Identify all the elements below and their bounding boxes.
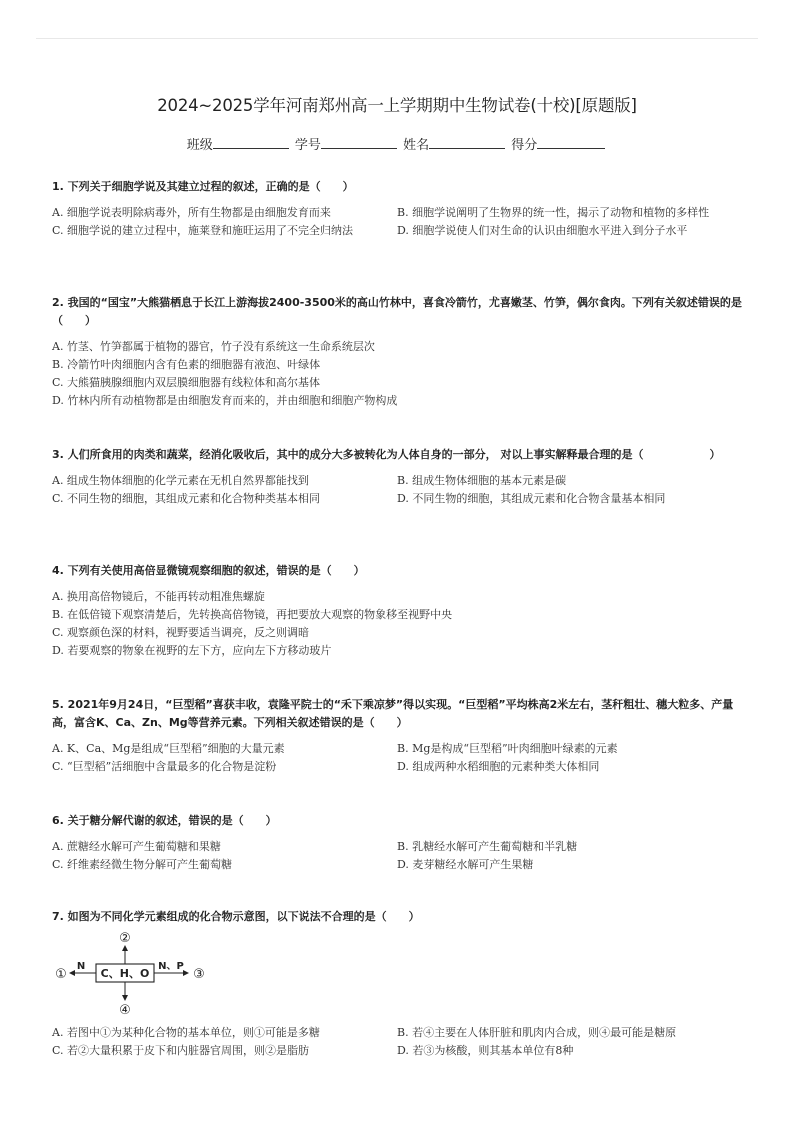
option-a[interactable]: A. 若图中①为某种化合物的基本单位，则①可能是多糖	[52, 1026, 320, 1039]
option-a[interactable]: A. 换用高倍物镜后，不能再转动粗准焦螺旋	[52, 590, 265, 603]
question-stem: 1. 下列关于细胞学说及其建立过程的叙述，正确的是（ ）	[52, 180, 354, 193]
option-a[interactable]: A. 竹茎、竹笋都属于植物的器官，竹子没有系统这一生命系统层次	[52, 340, 375, 353]
option-d[interactable]: D. 若③为核酸，则其基本单位有8种	[397, 1044, 574, 1057]
option-b[interactable]: B. 组成生物体细胞的基本元素是碳	[397, 474, 567, 487]
option-b[interactable]: B. Mg是构成“巨型稻”叶肉细胞叶绿素的元素	[397, 742, 618, 755]
option-d[interactable]: D. 若要观察的物象在视野的左下方，应向左下方移动玻片	[52, 644, 332, 657]
question-stem: 6. 关于糖分解代谢的叙述，错误的是（ ）	[52, 814, 277, 827]
page-title: 2024~2025学年河南郑州高一上学期期中生物试卷(十校)[原题版]	[157, 96, 637, 115]
question-stem: 3. 人们所食用的肉类和蔬菜，经消化吸收后，其中的成分大多被转化为人体自身的一部分， 对以上事实解释最合理的是（ ）	[52, 448, 721, 461]
option-c[interactable]: C. 大熊猫胰腺细胞内双层膜细胞器有线粒体和高尔基体	[52, 376, 321, 389]
question-3	[52, 446, 744, 508]
option-d[interactable]: D. 麦芽糖经水解可产生果糖	[397, 858, 534, 871]
option-c[interactable]: C. 若②大量积累于皮下和内脏器官周围，则②是脂肪	[52, 1044, 310, 1057]
option-d[interactable]: D. 不同生物的细胞，其组成元素和化合物含量基本相同	[397, 492, 666, 505]
question-7	[52, 908, 744, 926]
option-a[interactable]: A. 细胞学说表明除病毒外，所有生物都是由细胞发育而来	[52, 206, 331, 219]
student-number-label: 学号	[294, 138, 321, 153]
score-blank[interactable]	[537, 134, 605, 149]
question-stem: 4. 下列有关使用高倍显微镜观察细胞的叙述，错误的是（ ）	[52, 564, 365, 577]
class-label: 班级	[186, 138, 213, 153]
question-5	[52, 696, 744, 776]
question-6	[52, 812, 744, 874]
option-a[interactable]: A. 组成生物体细胞的化学元素在无机自然界都能找到	[52, 474, 309, 487]
compound-element-diagram	[52, 930, 212, 1020]
node-1: ①	[55, 967, 67, 982]
score-label: 得分	[511, 138, 538, 153]
question-stem: 7. 如图为不同化学元素组成的化合物示意图，以下说法不合理的是（ ）	[52, 910, 420, 923]
option-d[interactable]: D. 竹林内所有动植物都是由细胞发育而来的，并由细胞和细胞产物构成	[52, 394, 398, 407]
option-c[interactable]: C. 不同生物的细胞，其组成元素和化合物种类基本相同	[52, 492, 321, 505]
node-4: ④	[119, 1003, 131, 1018]
question-stem: 5. 2021年9月24日，“巨型稻”喜获丰收，袁隆平院士的“禾下乘凉梦”得以实现。“巨型稻”平均株高2米左右，茎秆粗壮、穗大粒多、产量高，富含K、Ca、Zn、Mg等营养元素。下列相关叙述错误的是（ ）	[52, 698, 734, 729]
option-a[interactable]: A. K、Ca、Mg是组成“巨型稻”细胞的大量元素	[52, 742, 285, 755]
option-b[interactable]: B. 乳糖经水解可产生葡萄糖和半乳糖	[397, 840, 578, 853]
option-c[interactable]: C. 纤维素经微生物分解可产生葡萄糖	[52, 858, 233, 871]
question-7-options	[52, 1024, 744, 1060]
option-b[interactable]: B. 冷箭竹叶肉细胞内含有色素的细胞器有液泡、叶绿体	[52, 358, 321, 371]
center-label: C、H、O	[100, 967, 150, 980]
option-d[interactable]: D. 组成两种水稻细胞的元素种类大体相同	[397, 760, 600, 773]
student-number-blank[interactable]	[321, 134, 397, 149]
question-2	[52, 294, 744, 410]
option-a[interactable]: A. 蔗糖经水解可产生葡萄糖和果糖	[52, 840, 221, 853]
question-stem: 2. 我国的“国宝”大熊猫栖息于长江上游海拔2400-3500米的高山竹林中，喜食冷箭竹，尤喜嫩茎、竹笋，偶尔食肉。下列有关叙述错误的是（ ）	[52, 296, 742, 327]
right-arrow-label: N、P	[158, 961, 184, 972]
option-b[interactable]: B. 在低倍镜下观察清楚后，先转换高倍物镜，再把要放大观察的物象移至视野中央	[52, 608, 453, 621]
question-4	[52, 562, 744, 660]
name-label: 姓名	[403, 138, 430, 153]
node-3: ③	[193, 967, 205, 982]
option-b[interactable]: B. 若④主要在人体肝脏和肌肉内合成，则④最可能是糖原	[397, 1026, 677, 1039]
option-c[interactable]: C. 观察颜色深的材料，视野要适当调亮，反之则调暗	[52, 626, 310, 639]
option-d[interactable]: D. 细胞学说使人们对生命的认识由细胞水平进入到分子水平	[397, 224, 688, 237]
node-2: ②	[119, 931, 131, 946]
student-info-fields	[0, 134, 794, 153]
name-blank[interactable]	[429, 134, 505, 149]
option-c[interactable]: C. “巨型稻”活细胞中含量最多的化合物是淀粉	[52, 760, 277, 773]
class-blank[interactable]	[213, 134, 289, 149]
header-rule	[36, 38, 758, 39]
option-b[interactable]: B. 细胞学说阐明了生物界的统一性，揭示了动物和植物的多样性	[397, 206, 710, 219]
question-1	[52, 178, 744, 240]
option-c[interactable]: C. 细胞学说的建立过程中，施莱登和施旺运用了不完全归纳法	[52, 224, 354, 237]
left-arrow-label: N	[76, 961, 86, 972]
